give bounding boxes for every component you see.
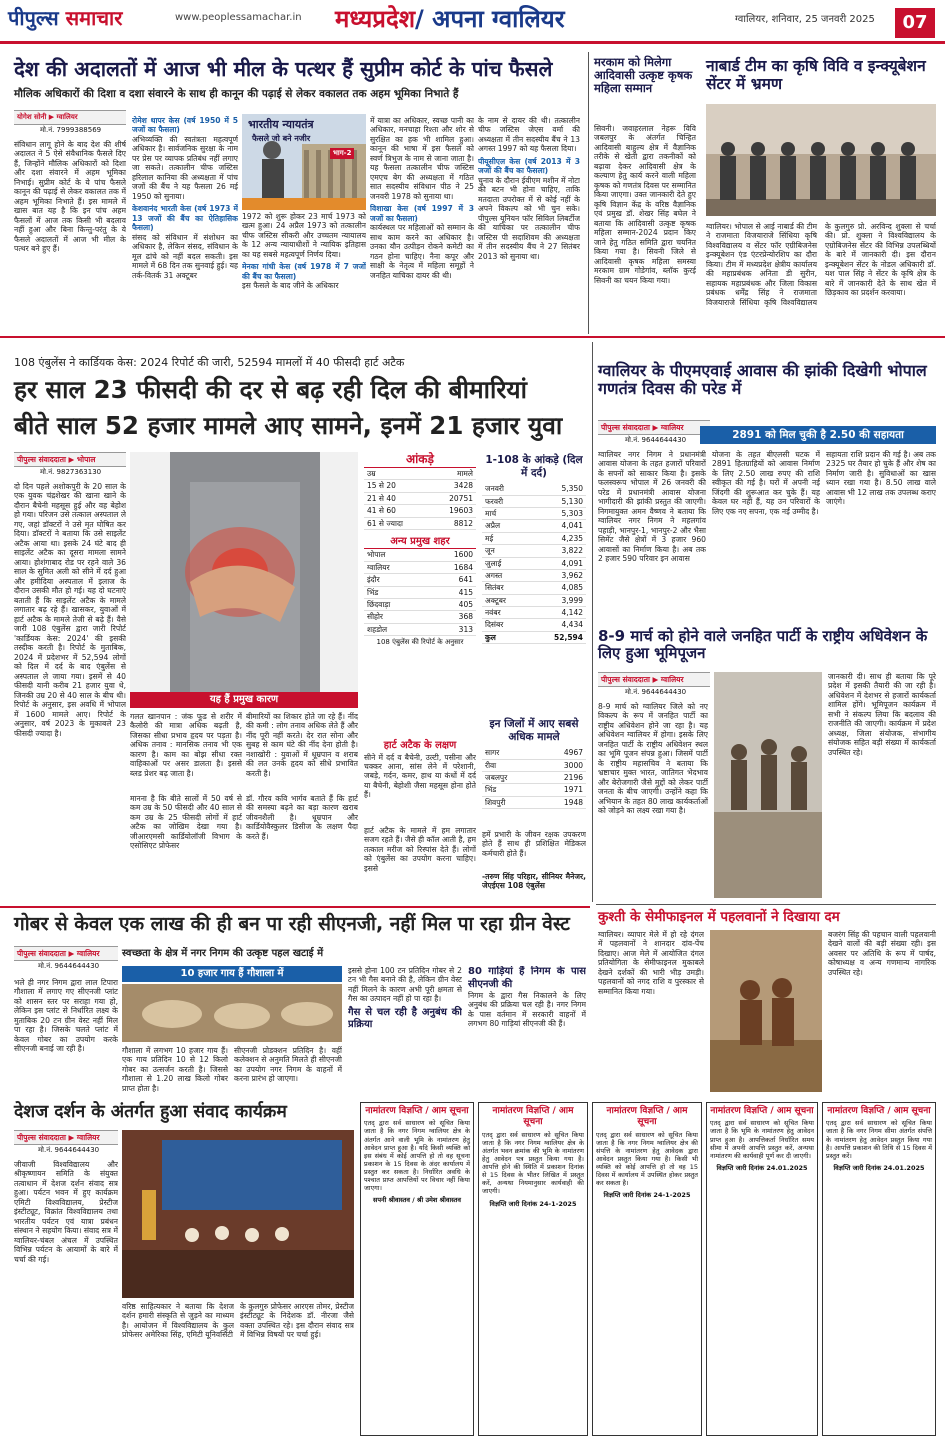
table-row bbox=[364, 480, 476, 492]
table-cell: 4,434 bbox=[527, 619, 586, 631]
table-cell: शहडोल bbox=[364, 623, 424, 635]
story7-body: ग्वालियर। व्यापार मेले में हो रहे दंगल में पहलवानों ने शानदार दांव-पेंच दिखाए। आज मेले में आयोजित दंगल प्रतियोगिता के सेमीफाइनल मुकाबले देखने दर्शकों की भारी भीड़ उमड़ी। पहलवानों को नगद राशि व पुरस्कार से सम्मानित किया गया। bbox=[598, 930, 704, 996]
website-url[interactable]: www.peoplessamachar.in bbox=[175, 12, 302, 23]
table-row bbox=[482, 495, 586, 507]
story9-body-2: वरिष्ठ साहित्यकार ने बताया कि देशज दर्शन हमारी संस्कृति से जुड़ने का माध्यम है। आयोजन में विश्वविद्यालय के कुल प्रोफेसर अमेरिका सिंह, एमिटी यूनिवर्सिटी bbox=[122, 1302, 234, 1340]
graphic-tag: भाग-2 bbox=[330, 148, 354, 159]
notice-ad-4 bbox=[706, 1102, 818, 1436]
lower-col2: डॉ. गौरव कवि भार्गव बताते हैं कि हार्ट की समस्या बढ़ने का बड़ा कारण खराब जीवनशैली है। धूम्रपान और कार्डियोवैस्कुलर डिसीज के लक्षण पैदा करते हैं। bbox=[246, 794, 358, 841]
table-cell: 3,962 bbox=[527, 569, 586, 581]
table-row bbox=[482, 520, 586, 532]
symptoms-box bbox=[364, 740, 476, 817]
story1-mobile: मो.नं. 7999388569 bbox=[40, 126, 102, 134]
table-row bbox=[364, 574, 476, 586]
notice-ad-2 bbox=[478, 1102, 588, 1436]
newspaper-logo: पीपुल्स समाचार bbox=[8, 6, 123, 30]
age-stats-title: आंकड़े bbox=[364, 452, 476, 468]
ad-signature: विज्ञप्ति जारी दिनांक 24-1-2025 bbox=[489, 1199, 577, 1208]
table-cell: 3000 bbox=[537, 759, 586, 771]
wrestling-photo bbox=[710, 930, 822, 1092]
ad-title: नामांतरण विज्ञप्ति / आम सूचना bbox=[827, 1106, 931, 1116]
story8-body-2: गौशाला में लगभग 10 हजार गाय हैं। एक गाय प्रतिदिन 10 से 12 किलो गोबर का उत्सर्जन करती है। जिससे गौशाला से 1.20 लाख किलो गोबर प्राप्त होता है। bbox=[122, 1046, 228, 1093]
age-col-header: उम्र bbox=[364, 468, 429, 480]
notice-ad-3 bbox=[592, 1102, 702, 1436]
table-cell: अप्रैल bbox=[482, 520, 527, 532]
story9-body-3: के कुलगुरु प्रोफेसर आरएस तोमर, प्रेस्टीज इंस्टीट्यूट के निदेशक डॉ. नीरजा जैसे वक्ता उपस्थित रहे। इस दौरान संवाद सत्र में विभिन्न विषयों पर चर्चा हुई। bbox=[240, 1302, 354, 1340]
expert-signature: -तरुण सिंह परिहार, सीनियर मैनेजर, जेएईएस 108 एंबुलेंस bbox=[482, 872, 586, 891]
table-row bbox=[482, 796, 586, 808]
ad-title: नामांतरण विज्ञप्ति / आम सूचना bbox=[492, 1106, 574, 1128]
story6-body: 8-9 मार्च को ग्वालियर जिले को नए विकल्प के रूप में जनहित पार्टी का राष्ट्रीय अधिवेशन होने जा रहा है। यह अधिवेशन ग्वालियर में होगा। इसके लिए जनहित पार्टी के राष्ट्रीय अधिवेशन स्थल का भूमि पूजन संपन्न हुआ। जिसमें पार्टी के राष्ट्रीय महासचिव ने बताया कि भ्रष्टाचार मुक्त भारत, जातिगत भेदभाव और बेरोजगारी जैसे मुद्दों को लेकर पार्टी जनता के बीच जाएगी। उन्होंने कहा कि अभियान के तहत 80 लाख कार्यकर्ताओं को जोड़ने का लक्ष्य रखा गया है। bbox=[598, 702, 708, 816]
table-cell: 3428 bbox=[429, 480, 476, 492]
table-cell: जुलाई bbox=[482, 557, 527, 569]
col3-text: 1972 को शुरू होकर 23 मार्च 1973 को खत्म हुआ। 24 अप्रैल 1973 को तत्कालीन चीफ जस्टिस सीकरी और उच्चतम न्यायालय के 12 अन्य न्यायाधीशों ने न्यायिक इतिहास का यह सबसे महत्वपूर्ण निर्णय दिया। bbox=[242, 212, 366, 259]
table-cell: 15 से 20 bbox=[364, 480, 429, 492]
table-cell: 19603 bbox=[429, 505, 476, 517]
graphic-title: भारतीय न्यायतंत्र bbox=[248, 118, 314, 131]
ad-signature: विज्ञप्ति जारी दिनांक 24-1-2025 bbox=[603, 1191, 691, 1200]
story5-body: ग्वालियर नगर निगम ने प्रधानमंत्री आवास योजना के तहत हजारों परिवारों के सपनों को साकार किया है। इसके फलस्वरूप भोपाल में 26 जनवरी की परेड में प्रधानमंत्री आवास योजना भागीदारी की झांकी प्रस्तुत की जाएगी। निगमायुक्त अमन वैष्णव ने बताया कि ग्वालियर नगर निगम ने महलगांव पहाड़ी, भानपुर-1, भानपुर-2 और भैसा सिमेंट जैसे क्षेत्रों में 3 हजार 960 आवासों का निर्माण किया है। अब तक 2 हजार 590 परिवार इन आवास bbox=[598, 450, 706, 564]
story9-headline: देशज दर्शन के अंतर्गत हुआ संवाद कार्यक्रम bbox=[14, 1102, 287, 1122]
table-cell: 21 से 40 bbox=[364, 492, 429, 504]
body4-text: इससे होना 100 टन प्रतिदिन गोबर से 2 टन भी गैस बनाने की है, लेकिन ग्रीन वेस्ट नहीं मिलने के कारण अभी पूरी क्षमता से गैस का उत्पादन नहीं हो पा रहा है। bbox=[348, 966, 462, 1004]
table-row bbox=[364, 505, 476, 517]
monthly-table bbox=[482, 483, 586, 644]
story2-body: सिवनी। जवाहरलाल नेहरू विवि जबलपुर के अंतर्गत चिन्हित आदिवासी बाहुल्य क्षेत्र में वैज्ञानिक तरीके से खेती द्वारा तकनीकों को बढ़ावा देकर आदिवासी क्षेत्र के कल्याण हेतु कार्य करने वाली महिला कृषक को गणतंत्र दिवस पर सम्मानित किया जाएगा। उक्त जानकारी देते हुए कृषि विज्ञान केंद्र के वरिष्ठ वैज्ञानिक एवं प्रमुख डॉ. शेखर सिंह बघेल ने बताया कि आदिवासी उत्कृष्ट कृषक महिला सम्मान-2024 प्रदान किए जाने हेतु गठित समिति द्वारा चयनित किया गया है। सिवनी जिले से आदिवासी कृषक महिला समस्या मरकाम ग्राम गोडेगांव, ब्लॉक कुरई सिवनी का चयन किया गया। bbox=[594, 124, 696, 285]
table-cell: 1600 bbox=[424, 549, 476, 561]
table-row bbox=[482, 483, 586, 495]
case3-text: इस फैसले के बाद जीने के अधिकार bbox=[242, 281, 339, 291]
table-row bbox=[364, 468, 476, 480]
table-cell: 61 से ज्यादा bbox=[364, 517, 429, 529]
story8-byline: पीपुल्स संवाददाता ▶ ग्वालियर bbox=[14, 946, 118, 961]
table-cell: 4,085 bbox=[527, 582, 586, 594]
stage-event-icon bbox=[122, 1130, 354, 1298]
table-cell: 4967 bbox=[537, 747, 586, 759]
reasons-col2: बीमारियों का शिकार होते जा रहे हैं। नींद की कमी : लोग तनाव अधिक लेते हैं और नींद पूरी नहीं करते। देर रात सोना और सुबह से काम घंटे की नींद देना होती है। नशाखोरी : युवाओं में धूम्रपान व शराब की लत उनके हृदय को सीधे प्रभावित करती है। bbox=[246, 712, 358, 778]
symptoms-text: सीने में दर्द व बैचेनी, उल्टी, पसीना और चक्कर आना, सांस लेने में परेशानी, जबड़े, गर्दन, कमर, हाथ या कंधों में दर्द या बैचेनी, बेहोशी जैसा महसूस होना होते हैं। bbox=[364, 752, 476, 800]
symptoms-title: हार्ट अटैक के लक्षण bbox=[383, 740, 457, 751]
story8-subhead-2: 80 गाड़ियां हैं निगम के पास सीएनजी की bbox=[468, 966, 586, 990]
story8-headline: गोबर से केवल एक लाख की ही बन पा रही सीएनजी, नहीं मिल पा रहा ग्रीन वेस्ट bbox=[14, 913, 570, 935]
column-divider bbox=[588, 52, 589, 334]
table-cell: अक्टूबर bbox=[482, 594, 527, 606]
table-row bbox=[364, 517, 476, 529]
story9-byline: पीपुल्स संवाददाता ▶ ग्वालियर bbox=[14, 1130, 118, 1145]
story8-subhead-1: गैस से चल रही है अनुबंध की प्रक्रिया bbox=[348, 1006, 462, 1031]
section-title: मध्यप्रदेश/ अपना ग्वालियर bbox=[335, 5, 565, 33]
case4-text: कार्यस्थल पर महिलाओं को सम्मान के साथ काम करने का अधिकार है। उनका यौन उत्पीड़न रोकने कमेटी का गठन होना चाहिए। नैना कपूर और साक्षी के नेतृत्व में महिला समूहों ने जनहित याचिका दायर की थी। bbox=[370, 223, 474, 280]
table-cell: 52,594 bbox=[527, 631, 586, 643]
story4-headline-1: हर साल 23 फीसदी की दर से बढ़ रही दिल की बीमारियां bbox=[14, 375, 527, 404]
lower-col1: मानना है कि बीते सालों में 50 वर्ष से कम उम्र के 50 फीसदी और 40 साल से कम उम्र के 25 फीसदी लोगों में हार्ट अटैक का जोखिम देखा गया है। जीआरएमसी कार्डियोलॉजी विभाग के एसोसिएट प्रोफेसर bbox=[130, 794, 242, 851]
story8-photo-caption: 10 हजार गाय हैं गौशाला में bbox=[122, 966, 342, 982]
district-table bbox=[482, 747, 586, 809]
table-row bbox=[364, 549, 476, 561]
table-cell: 4,142 bbox=[527, 607, 586, 619]
story8-body-5 bbox=[468, 966, 586, 1096]
table-cell: 41 से 60 bbox=[364, 505, 429, 517]
age-table bbox=[364, 468, 476, 530]
ad-title: नामांतरण विज्ञप्ति / आम सूचना bbox=[365, 1106, 469, 1116]
monthly-stats-box bbox=[482, 454, 586, 644]
table-row bbox=[364, 561, 476, 573]
notice-ad-1 bbox=[360, 1102, 474, 1436]
story3-body: ग्वालियर। भोपाल से आई नाबार्ड की टीम ने राजमाता विजयाराजे सिंधिया कृषि विश्वविद्यालय व सेंटर फॉर एग्रीबिजनेस इन्क्यूबेशन एंड एंटरप्रेन्योरशिप का दौरा किया। टीम में मध्यप्रदेश क्षेत्रीय कार्यालय की महाप्रबंधक अनिता डी सुरीन, सहायक महाप्रबंधक और जिला विकास प्रबंधक धर्मेंद्र सिंह ने राजमाता विजयाराजे सिंधिया कृषि विश्वविद्यालय के कुलगुरु प्रो. अरविन्द शुक्ला से चर्चा की। प्रो. शुक्ला ने विश्वविद्यालय के एग्रोबिजनेस सेंटर की विभिन्न उपलब्धियों के बारे में जानकारी दी। इस दौरान इन्क्यूबेशन सेंटर के नोडल अधिकारी डॉ. यश पाल सिंह ने सेंटर के कृषि क्षेत्र के बारे में जानकारी देते के साथ खेत में छिड़काव का प्रदर्शन करवाया। bbox=[706, 222, 936, 307]
table-cell: छिंदवाड़ा bbox=[364, 598, 424, 610]
table-cell: 1948 bbox=[537, 796, 586, 808]
table-cell: 405 bbox=[424, 598, 476, 610]
story5-byline: पीपुल्स संवाददाता ▶ ग्वालियर bbox=[598, 420, 710, 435]
table-row bbox=[364, 598, 476, 610]
table-cell: 1971 bbox=[537, 784, 586, 796]
story5-highlight-bar: 2891 को मिल चुकी है 2.50 की सहायता bbox=[700, 426, 936, 444]
story6-mobile: मो.नं. 9644644430 bbox=[625, 688, 687, 696]
story5-mobile: मो.नं. 9644644430 bbox=[625, 436, 687, 444]
ceremony-photo-icon bbox=[714, 672, 822, 898]
table-row bbox=[482, 569, 586, 581]
cities-title: अन्य प्रमुख शहर bbox=[364, 536, 476, 550]
cases-col-header: मामले bbox=[429, 468, 476, 480]
table-row bbox=[482, 631, 586, 643]
wrestlers-icon bbox=[710, 930, 822, 1092]
col4-text: में यात्रा का अधिकार, स्वच्छ पानी का अधिकार, मनचाहा रिश्ता और शोर से सुरक्षित का हक भी शामिल हुआ। कानून की भाषा में इस फैसले को स्वर्ण त्रिभुज के नाम से जाना जाता है। यह फैसला तत्कालीन चीफ जस्टिस एमएच बेग की अध्यक्षता में गठित सात सदस्यीय संविधान पीठ ने 25 जनवरी 1978 को सुनाया था। bbox=[370, 116, 474, 201]
story8-body-4 bbox=[348, 966, 462, 1096]
notice-ad-5 bbox=[822, 1102, 936, 1436]
table-row bbox=[364, 586, 476, 598]
dateline: ग्वालियर, शनिवार, 25 जनवरी 2025 bbox=[735, 14, 875, 25]
table-row bbox=[364, 492, 476, 504]
story8-body-3: सीएनजी प्रोडक्शन प्रतिदिन है। वहीं कलेक्शन से अनुमति मिलते ही सीएनजी का उपयोग नगर निगम के वाहनों में करना प्रारंभ हो जाएगा। bbox=[234, 1046, 342, 1084]
story2-headline: मरकाम को मिलेगा आदिवासी उत्कृष्ट कृषक महिला सम्मान bbox=[594, 55, 693, 96]
table-cell: 4,235 bbox=[527, 532, 586, 544]
cities-note: 108 एंबुलेंस की रिपोर्ट के अनुसार bbox=[376, 638, 464, 646]
page-number: 07 bbox=[895, 8, 935, 38]
ad-signature: विज्ञप्ति जारी दिनांक 24.01.2025 bbox=[833, 1163, 925, 1172]
table-row bbox=[482, 607, 586, 619]
story1-col4 bbox=[370, 116, 474, 330]
story3-headline: नाबार्ड टीम का कृषि विवि व इन्क्यूबेशन सेंटर में भ्रमण bbox=[706, 57, 926, 93]
ad-title: नामांतरण विज्ञप्ति / आम सूचना bbox=[606, 1106, 688, 1128]
ad-body: एतद् द्वारा सर्व साधारण को सूचित किया जाता है कि नगर निगम ग्वालियर क्षेत्र के अंतर्गत भवन क्रमांक की भूमि के नामांतरण हेतु आवेदन पत्र प्रस्तुत किया गया है। आपत्ति होने की स्थिति में प्रकाशन दिनांक से 15 दिवस के भीतर लिखित में प्रस्तुत करें, अन्यथा नियमानुसार कार्यवाही की जाएगी। bbox=[482, 1130, 584, 1196]
ad-signature: विज्ञप्ति जारी दिनांक 24.01.2025 bbox=[716, 1163, 808, 1172]
story1-subheadline: मौलिक अधिकारों की दिशा व दशा संवारने के साथ ही कानून की पढ़ाई से लेकर वकालत तक अहम भूमिका निभाते हैं bbox=[14, 88, 459, 100]
story7-body-2: बजरंग सिंह की पहचान वाली पहलवानी देखने वालों की बड़ी संख्या रही। इस अवसर पर अतिथि के रूप में पार्षद, कोषाध्यक्ष व अन्य गणमान्य नागरिक उपस्थित रहे। bbox=[828, 930, 936, 977]
table-cell: 641 bbox=[424, 574, 476, 586]
story6-body-2: जानकारी दी। साथ ही बताया कि पूरे प्रदेश में इसकी तैयारी की जा रही है। अधिवेशन में देशभर से हजारों कार्यकर्ता शामिल होंगे। भूमिपूजन कार्यक्रम में सभी ने संकल्प लिया कि बदलाव की राजनीति की जाएगी। कार्यक्रम में प्रदेश अध्यक्ष, जिला संयोजक, संभागीय संयोजक सहित बड़ी संख्या में कार्यकर्ता उपस्थित रहे। bbox=[828, 672, 936, 757]
story8-kicker: स्वच्छता के क्षेत्र में नगर निगम की उत्कृष्ट पहल खटाई में bbox=[122, 948, 324, 959]
table-cell: 8812 bbox=[429, 517, 476, 529]
table-cell: 1684 bbox=[424, 561, 476, 573]
monthly-stats-title: 1-108 के आंकड़े (दिल में दर्द) bbox=[485, 454, 583, 480]
table-cell: 415 bbox=[424, 586, 476, 598]
ad-signature: सपनी श्रीवास्तव / श्री उमेश श्रीवास्तव bbox=[372, 1196, 462, 1205]
story1-headline: देश की अदालतों में आज भी मील के पत्थर हैं सुप्रीम कोर्ट के पांच फैसले bbox=[14, 57, 553, 81]
district-stats-title: इन जिलों में आए सबसे अधिक मामले bbox=[489, 718, 579, 744]
story1-byline: योगेश सोनी ▶ ग्वालियर bbox=[14, 110, 126, 125]
table-cell: ग्वालियर bbox=[364, 561, 424, 573]
table-row bbox=[482, 759, 586, 771]
ad-body: एतद् द्वारा सर्व साधारण को सूचित किया जाता है कि भूमि के नामांतरण हेतु आवेदन प्राप्त हुआ है। आपत्तिकर्ता निर्धारित समय सीमा में अपनी आपत्ति प्रस्तुत करें, अन्यथा नामांतरण की कार्यवाही पूर्ण कर दी जाएगी। bbox=[710, 1119, 814, 1160]
story5-headline: ग्वालियर के पीएमएवाई आवास की झांकी दिखेगी भोपाल गणतंत्र दिवस की परेड में bbox=[598, 361, 927, 399]
case3-title: मेनका गांधी केस (वर्ष 1978 में 7 जजों की बैंच का फैसला) bbox=[242, 262, 366, 281]
section-rule bbox=[0, 336, 945, 338]
story6-byline: पीपुल्स संवाददाता ▶ ग्वालियर bbox=[598, 672, 710, 687]
table-cell: 2196 bbox=[537, 772, 586, 784]
story1-col2 bbox=[132, 116, 238, 330]
story4-body: दो दिन पहले अशोकपुरी के 20 साल के एक युवक चंद्रशेखर की खाना खाने के दौरान बैचेनी महसूस हुई और वह बेहोश हो गया। परिजन उसे तत्काल अस्पताल ले गए, जहां डॉक्टरों ने उसे मृत घोषित कर दिया। डॉक्टरों ने बताया कि उसे साइलेंट अटैक आया था। इसके 24 घंटे बाद ही साइलेंट अटैक का दूसरा मामला सामने आया। होशंगाबाद रोड पर रहने वाले 36 साल के सुमित अली को सीने में दर्द हुआ और हमीदिया अस्पताल में इलाज के दौरान उसकी मौत हो गई। यह दो घटनाएं बताती हैं कि साइलेंट अटैक के मामले लगातार बढ़ रहे हैं। खासकर, युवाओं में हार्ट अटैक के मामले तेजी से बढ़े हैं। वैसे जारी 108 एंबुलेंस द्वारा जारी रिपोर्ट 'कार्डियक केस: 2024' की इसकी तस्दीक करती है। रिपोर्ट के मुताबिक, 2024 में प्रदेशभर में 52,594 लोगों को दिल में दर्द के बाद एंबुलेंस से अस्पताल ले जाया गया। इसमें से 40 फीसदी यानी करीब 21 हजार युवा थे, जिनकी उम्र 20 से 40 साल के बीच थी। रिपोर्ट के अनुसार, इस अवधि में भोपाल में 1600 मामले आए। रिपोर्ट के अनुसार, वर्ष 2023 के मुकाबले 23 फीसदी ज्यादा है। bbox=[14, 482, 126, 738]
ad-body: एतद् द्वारा सर्व साधारण को सूचित किया जाता है कि नगर निगम सीमा अंतर्गत संपत्ति के नामांतरण हेतु आवेदन प्रस्तुत किया गया है। आपत्ति प्रकाशन की तिथि से 15 दिवस में प्रस्तुत करें। bbox=[826, 1119, 932, 1160]
table-cell: सितंबर bbox=[482, 582, 527, 594]
story6-headline: 8-9 मार्च को होने वाले जनहित पार्टी के राष्ट्रीय अधिवेशन के लिए हुआ भूमिपूजन bbox=[598, 627, 928, 663]
story1-col3 bbox=[242, 212, 366, 330]
ad-body: एतद् द्वारा सर्व साधारण को सूचित किया जाता है कि नगर निगम ग्वालियर क्षेत्र के अंतर्गत आने वाली भूमि के नामांतरण हेतु आवेदन प्राप्त हुआ है। यदि किसी व्यक्ति को इस संबंध में कोई आपत्ति हो तो वह सूचना प्रकाशन के 15 दिवस के अंदर कार्यालय में प्रस्तुत कर सकता है। निर्धारित अवधि के पश्चात प्राप्त आपत्तियों पर विचार नहीं किया जाएगा। bbox=[364, 1119, 470, 1193]
reasons-col1: गलत खानपान : जंक फूड से शरीर में कैलोरी की मात्रा अधिक बढ़ती है, जिसका सीधा प्रभाव हृदय पर पड़ता है। अधिक तनाव : मानसिक तनाव भी एक कारण है। काम का बोझ सीधा रक्त वाहिकाओं पर असर डालता है। इससे ब्लड प्रेशर बढ़ जाता है। bbox=[130, 712, 242, 778]
table-cell: 5,350 bbox=[527, 483, 586, 495]
district-stats-box bbox=[482, 718, 586, 809]
case2-title: केशवानंद भारती केस (वर्ष 1973 में 13 जजों की बैंच का ऐतिहासिक फैसला) bbox=[132, 204, 238, 233]
divider bbox=[596, 904, 936, 905]
table-cell: मार्च bbox=[482, 508, 527, 520]
story4-photo-caption: यह हैं प्रमुख कारण bbox=[130, 692, 358, 708]
cities-table bbox=[364, 549, 476, 636]
story4-byline: पीपुल्स संवाददाता ▶ भोपाल bbox=[14, 452, 126, 467]
table-cell: कुल bbox=[482, 631, 527, 643]
story4-kicker: 108 एंबुलेंस ने कार्डियक केस: 2024 रिपोर्ट की जारी, 52594 मामलों में 40 फीसदी हार्ट अटैक bbox=[14, 356, 405, 369]
story4-mobile: मो.नं. 9827363130 bbox=[40, 468, 102, 476]
table-row bbox=[482, 532, 586, 544]
cows-icon bbox=[122, 984, 342, 1042]
table-row bbox=[364, 623, 476, 635]
table-row bbox=[482, 545, 586, 557]
ad-body: एतद् द्वारा सर्व साधारण को सूचित किया जाता है कि नगर निगम ग्वालियर क्षेत्र की संपत्ति के नामांतरण हेतु आवेदक द्वारा आवेदन प्रस्तुत किया गया है। किसी भी व्यक्ति को कोई आपत्ति हो तो वह 15 दिवस में कार्यालय में उपस्थित होकर प्रस्तुत कर सकता है। bbox=[596, 1130, 698, 1188]
nabard-team-photo bbox=[706, 104, 936, 216]
table-cell: रीवा bbox=[482, 759, 537, 771]
story7-headline: कुश्ती के सेमीफाइनल में पहलवानों ने दिखाया दम bbox=[598, 909, 840, 925]
table-row bbox=[482, 619, 586, 631]
story8-body: भले ही नगर निगम द्वारा लाल टिपारा गौशाला में लगाए गए सीएनजी प्लांट को शासन स्तर पर सराहा गया हो, लेकिन इस प्लांट से निर्धारित लक्ष्य के मुताबिक 20 टन ग्रीन वेस्ट नहीं मिल पा रहा है। जिसके चलते प्लांट में केवल गोबर का उपयोग करके सीएनजी बनाई जा रही है। bbox=[14, 978, 118, 1054]
table-cell: 4,041 bbox=[527, 520, 586, 532]
story4-headline-2: बीते साल 52 हजार मामले आए सामने, इनमें 21 हजार युवा bbox=[14, 411, 563, 440]
table-cell: इंदौर bbox=[364, 574, 424, 586]
section-rule bbox=[0, 906, 590, 908]
table-row bbox=[482, 582, 586, 594]
table-cell: शिवपुरी bbox=[482, 796, 537, 808]
table-row bbox=[482, 594, 586, 606]
table-cell: दिसंबर bbox=[482, 619, 527, 631]
story9-body: जीवाजी विश्वविद्यालय और श्रीकृष्णायन समिति के संयुक्त तत्वाधान में देशज दर्शन संवाद सत्र हुआ। पर्यटन भवन में हुए कार्यक्रम एमिटी विश्वविद्यालय, प्रेस्टीज इंस्टीट्यूट, विक्रांत विश्वविद्यालय तथा भारतीय पर्यटन एवं यात्रा प्रबंधन संस्थान ने सहयोग किया। संवाद सत्र में ग्वालियर-चंबल अंचल में उपस्थित विभिन्न पर्यटन के आयामों के बारे में चर्चा की गई। bbox=[14, 1160, 118, 1264]
table-cell: फरवरी bbox=[482, 495, 527, 507]
table-cell: नवंबर bbox=[482, 607, 527, 619]
case5-text: चुनाव के दौरान ईवीएम मशीन में नोटा की बटन भी होना चाहिए, ताकि मतदाता उपरोक्त में से कोई नहीं के अपने विकल्प को भी चुन सके। पीपुल्स यूनियन फॉर सिविल लिबर्टीज की याचिका पर तत्कालीन चीफ जस्टिस पी सदाशिवम की अध्यक्षता में तीन सदस्यीय बैंच ने 27 सितंबर 2013 को सुनाया था। bbox=[478, 175, 580, 261]
story5-body-3: सहायता राशि प्रदान की गई है। अब तक 2325 घर तैयार हो चुके हैं और शेष का निर्माण जारी है। सुविधाओं का खास ध्यान रखा गया है। 8.50 लाख वाले आवास भी 12 लाख तक उपलब्ध कराए जाएंगे। bbox=[826, 450, 936, 507]
col5-text: के नाम से दायर की थी। तत्कालीन चीफ जस्टिस जेएस वर्मा की अध्यक्षता में तीन सदस्यीय बैंच ने 13 अगस्त 1997 को यह फैसला दिया। bbox=[478, 116, 580, 154]
story5-body-2: योजना के तहत बीएलसी घटक में 2891 हितग्राहियों को आवास निर्माण के लिए 2.50 लाख रुपए की राशि स्वीकृत की गई है। घरों में अपनी नई जिंदगी की शुरूआत कर चुके हैं। यह केवल घर नहीं हैं, यह उन परिवारों के लिए एक नए सपना, एक नई उम्मीद है। bbox=[712, 450, 820, 516]
table-cell: 5,303 bbox=[527, 508, 586, 520]
table-cell: 3,999 bbox=[527, 594, 586, 606]
ad-title: नामांतरण विज्ञप्ति / आम सूचना bbox=[710, 1106, 814, 1116]
event-stage-photo bbox=[122, 1130, 354, 1298]
table-row bbox=[482, 557, 586, 569]
case5-title: पीयूसीएल केस (वर्ष 2013 में 3 जजों की बैंच का फैसला) bbox=[478, 156, 580, 176]
age-stats-box bbox=[364, 452, 476, 647]
expert-note-1: हार्ट अटैक के मामले में हम लगातार सजग रहते हैं। जैसे ही कॉल आती है, हम तत्काल मरीज को रिस्पांस देते हैं। लोगों को एंबुलेंस का उपयोग करना चाहिए। इससे bbox=[364, 826, 476, 873]
table-cell: भिंड bbox=[482, 784, 537, 796]
table-row bbox=[482, 772, 586, 784]
bhoomipujan-photo bbox=[714, 672, 822, 898]
table-row bbox=[482, 784, 586, 796]
table-cell: सागर bbox=[482, 747, 537, 759]
table-cell: मई bbox=[482, 532, 527, 544]
case2-text: संसद को संविधान में संशोधन का अधिकार है, लेकिन संसद, संविधान के मूल ढांचे को नहीं बदल सकती। इस मामले में 68 दिन तक सुनवाई हुई। यह तर्क-वितर्क 31 अक्टूबर bbox=[132, 232, 238, 280]
table-cell: भिंड bbox=[364, 586, 424, 598]
table-cell: 313 bbox=[424, 623, 476, 635]
table-cell: जनवरी bbox=[482, 483, 527, 495]
graphic-subtitle: फैसले जो बने नजीर bbox=[252, 134, 311, 143]
table-row bbox=[364, 611, 476, 623]
table-row bbox=[482, 747, 586, 759]
column-divider bbox=[592, 342, 593, 902]
table-cell: अगस्त bbox=[482, 569, 527, 581]
table-cell: सीहोर bbox=[364, 611, 424, 623]
table-cell: 3,822 bbox=[527, 545, 586, 557]
group-photo-icon bbox=[706, 104, 936, 216]
story8-mobile: मो.नं. 9644644430 bbox=[38, 962, 100, 970]
chest-pain-photo bbox=[130, 452, 358, 692]
table-cell: जून bbox=[482, 545, 527, 557]
case1-title: रोमेश थापर केस (वर्ष 1950 में 5 जजों का फैसला) bbox=[132, 116, 238, 135]
table-cell: जबलपुर bbox=[482, 772, 537, 784]
case4-title: विशाखा केस (वर्ष 1997 में 3 जजों का फैसला) bbox=[370, 204, 474, 223]
cowshed-photo bbox=[122, 984, 342, 1042]
table-cell: 20751 bbox=[429, 492, 476, 504]
case1-text: अभिव्यक्ति की स्वतंत्रता महत्वपूर्ण अधिकार है। सार्वजनिक सुरक्षा के नाम पर प्रेस पर व्यापक प्रतिबंध नहीं लगाए जा सकते। तत्कालीन चीफ जस्टिस हरिलाल कानिया की अध्यक्षता में पांच जजों की बैंच ने यह फैसला 26 मई 1950 को सुनाया। bbox=[132, 134, 238, 201]
table-cell: 368 bbox=[424, 611, 476, 623]
table-cell: भोपाल bbox=[364, 549, 424, 561]
body5-text: निगम के द्वारा गैस निकालने के लिए अनुबंध की प्रक्रिया चल रही है। नगर निगम के पास वर्तमान में सरकारी वाहनों में लगभग 80 गाड़ियां सीएनजी की हैं। bbox=[468, 991, 586, 1029]
table-cell: 4,091 bbox=[527, 557, 586, 569]
table-row bbox=[482, 508, 586, 520]
story9-mobile: मो.नं. 9644644430 bbox=[38, 1146, 100, 1154]
story1-col5 bbox=[478, 116, 580, 330]
heart-pain-icon bbox=[130, 452, 358, 692]
expert-note-2: हमें प्रभारी के जीवन रक्षक उपकरण होते हैं साथ ही प्रशिक्षित मेडिकल कर्मचारी होते हैं। bbox=[482, 830, 586, 858]
table-cell: 5,130 bbox=[527, 495, 586, 507]
story1-body: संविधान लागू होने के बाद देश की शीर्ष अदालत ने 5 ऐसे संवैधानिक फैसले दिए हैं, जिन्होंने मौलिक अधिकारों को दिशा और दशा संवारने में अहम भूमिका निभाई। सुप्रीम कोर्ट के ये पांच फैसले कानून की पढ़ाई से लेकर वकालत तक में अहम भूमिका निभाते हैं। इस मामले में खास बात यह है कि इन पांच अहम फैसलों में आज तक किसी भी बदलाव नहीं हुआ और बिना किन्तु-परंतु के ये फैसले अदालतों में आज भी मील के पत्थर बने हुए हैं। bbox=[14, 140, 126, 254]
